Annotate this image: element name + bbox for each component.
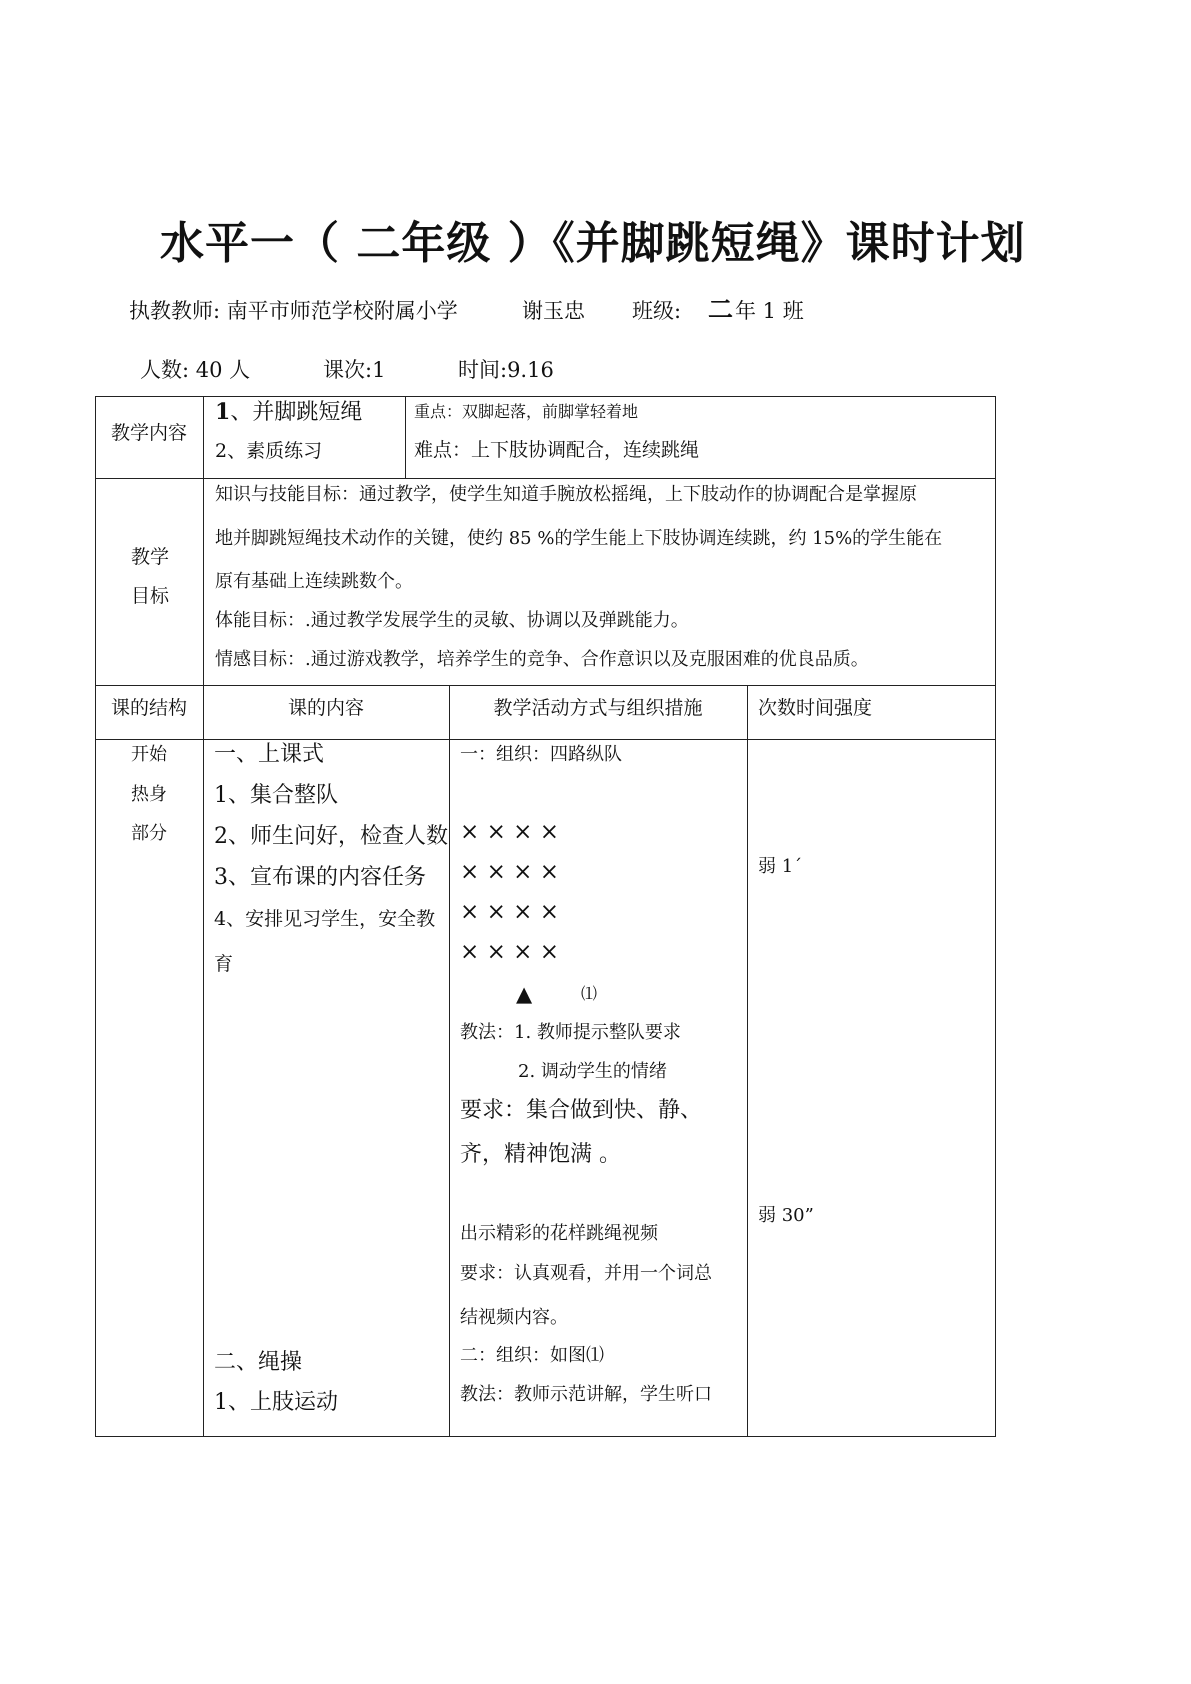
org-2-line: 二：组织：如图⑴ — [460, 1345, 604, 1366]
page-title: 水平一（ 二年级 ）《并脚跳短绳》课时计划 — [160, 218, 1026, 269]
require-line-2: 齐，精神饱满 。 — [460, 1142, 621, 1167]
teacher-school: 执教教师: 南平市师范学校附属小学 — [129, 299, 458, 323]
intensity-1: 弱 1´ — [758, 856, 803, 877]
formation-row: × × × × — [460, 859, 560, 885]
goal-line-4: 体能目标：.通过教学发展学生的灵敏、协调以及弹跳能力。 — [215, 610, 689, 631]
header-structure: 课的结构 — [111, 697, 188, 719]
goals-label-1: 教学 — [131, 546, 170, 568]
content-item-2: 2、素质练习 — [215, 440, 323, 462]
method-line-3: 教法：教师示范讲解，学生听口 — [460, 1384, 712, 1405]
method-line-2: 2. 调动学生的情绪 — [518, 1061, 667, 1082]
video-line: 出示精彩的花样跳绳视频 — [460, 1223, 658, 1244]
content-line-5: 4、安排见习学生，安全教 — [214, 908, 436, 930]
lesson-time: 时间:9.16 — [458, 358, 554, 382]
difficulty-point: 难点：上下肢协调配合，连续跳绳 — [414, 439, 700, 461]
require-line-1: 要求：集合做到快、静、 — [460, 1098, 703, 1123]
content-item-1-num: 1 — [215, 399, 231, 425]
method-line-1: 教法：1. 教师提示整队要求 — [460, 1022, 681, 1043]
class-label: 班级: — [632, 299, 682, 323]
content-line-2: 1、集合整队 — [214, 783, 338, 808]
section-label-3: 部分 — [131, 823, 167, 844]
class-rest: 年 1 班 — [735, 299, 804, 323]
formation-row: × × × × — [460, 939, 560, 965]
header-methods: 教学活动方式与组织措施 — [493, 697, 703, 719]
goals-label-2: 目标 — [131, 585, 170, 607]
content-line-6: 育 — [214, 953, 234, 975]
section-label-1: 开始 — [131, 744, 167, 765]
intensity-2: 弱 30” — [758, 1205, 814, 1226]
student-count: 人数: 40 人 — [140, 358, 251, 382]
content-item-1-text: 、并脚跳短绳 — [230, 400, 363, 425]
org-title: 一：组织：四路纵队 — [460, 744, 622, 765]
content-line-1: 一、上课式 — [214, 742, 325, 767]
content-line-8: 1、上肢运动 — [214, 1390, 338, 1415]
formation-row: × × × × — [460, 819, 560, 845]
goal-line-1: 知识与技能目标：通过教学，使学生知道手腕放松摇绳，上下肢动作的协调配合是掌握原 — [215, 484, 917, 505]
lesson-number: 课次:1 — [323, 358, 386, 382]
goal-line-2: 地并脚跳短绳技术动作的关键，使约 85 %的学生能上下肢协调连续跳，约 15%的学生能在 — [215, 528, 943, 549]
content-line-3: 2、师生问好，检查人数 — [214, 824, 448, 849]
teacher-triangle-icon: ▲ — [516, 982, 533, 1006]
video-require-1: 要求：认真观看，并用一个词总 — [460, 1263, 712, 1284]
formation-row: × × × × — [460, 899, 560, 925]
teacher-name: 谢玉忠 — [522, 299, 585, 323]
content-item-1 — [215, 401, 362, 424]
header-content: 课的内容 — [287, 697, 365, 719]
figure-label: ⑴ — [581, 984, 598, 1003]
content-line-7: 二、绳操 — [214, 1350, 303, 1375]
goal-line-5: 情感目标：.通过游戏教学，培养学生的竞争、合作意识以及克服困难的优良品质。 — [215, 649, 869, 670]
content-line-4: 3、宣布课的内容任务 — [214, 865, 426, 890]
video-require-2: 结视频内容。 — [460, 1307, 568, 1328]
content-label: 教学内容 — [111, 422, 188, 444]
class-grade: 二 — [708, 295, 734, 324]
key-point: 重点：双脚起落，前脚掌轻着地 — [414, 402, 639, 421]
header-intensity: 次数时间强度 — [758, 697, 873, 719]
goal-line-3: 原有基础上连续跳数个。 — [215, 571, 413, 592]
section-label-2: 热身 — [131, 784, 167, 805]
